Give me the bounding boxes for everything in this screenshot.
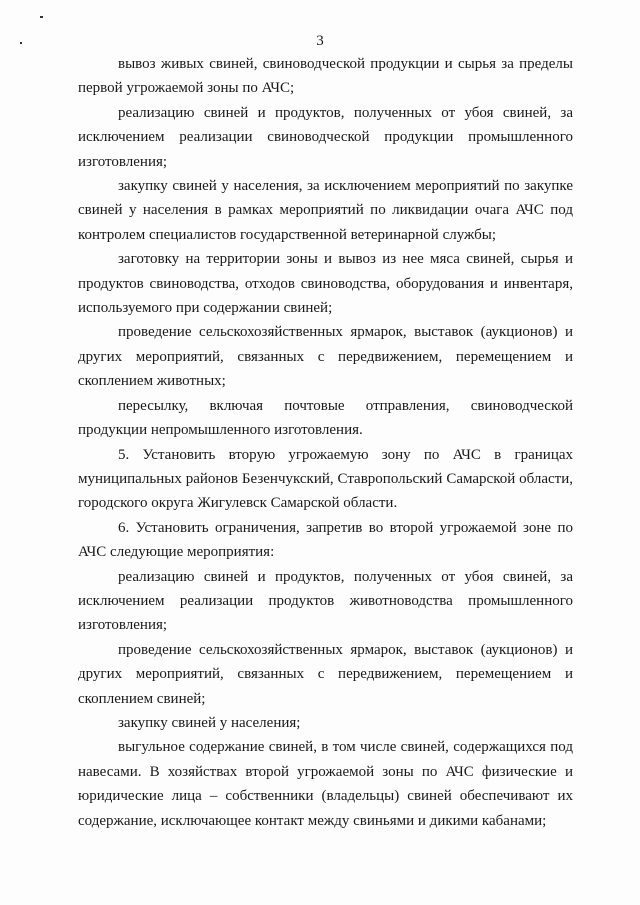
paragraph-item-6: 6. Установить ограничения, запретив во второй угрожаемой зоне по АЧС следующие мероприятия:: [78, 519, 573, 561]
page-number: 3: [316, 33, 324, 49]
paragraph-purchase-ban: закупку свиней у населения, за исключением мероприятий по закупке свиней у населения в рамках мероприятий по ликвидации очага АЧС под контролем специалистов государственной ветеринарной службы;: [78, 178, 573, 243]
paragraph-procurement-ban: заготовку на территории зоны и вывоз из нее мяса свиней, сырья и продуктов свиноводства, отходов свиноводства, оборудования и инвентаря, используемого при содержании свиней;: [78, 251, 573, 317]
paragraph-export-ban: вывоз живых свиней, свиноводческой продукции и сырья за пределы первой угрожаемой зоны по АЧС;: [78, 56, 573, 97]
document-body: [78, 52, 573, 833]
paragraph-zone2-purchase-ban: закупку свиней у населения;: [118, 714, 301, 731]
paragraph-zone2-free-range-ban: выгульное содержание свиней, в том числе свиней, содержащихся под навесами. В хозяйствах второй угрожаемой зоны по АЧС физические и юридические лица – собственники (владельцы) свиней обеспечивают их содержание, исключающее контакт между свиньями и дикими кабанами;: [78, 739, 573, 829]
paragraph-item-5: 5. Установить вторую угрожаемую зону по АЧС в границах муниципальных районов Безенчукский, Ставропольский Самарской области, городского округа Жигулевск Самарской области.: [78, 446, 573, 512]
paragraph-fairs-ban: проведение сельскохозяйственных ярмарок, выставок (аукционов) и других мероприятий, связанных с передвижением, перемещением и скоплением животных;: [78, 324, 573, 390]
paragraph-zone2-fairs-ban: проведение сельскохозяйственных ярмарок, выставок (аукционов) и других мероприятий, связанных с передвижением, перемещением и скоплением свиней;: [78, 641, 573, 707]
paragraph-zone2-sale-ban: реализацию свиней и продуктов, полученных от убоя свиней, за исключением реализации продуктов животноводства промышленного изготовления;: [78, 568, 573, 634]
paragraph-mail-ban: пересылку, включая почтовые отправления, свиноводческой продукции непромышленного изготовления.: [78, 397, 573, 439]
scan-mark: [40, 16, 43, 18]
paragraph-sale-ban: реализацию свиней и продуктов, полученных от убоя свиней, за исключением реализации свиноводческой продукции промышленного изготовления;: [78, 104, 573, 170]
